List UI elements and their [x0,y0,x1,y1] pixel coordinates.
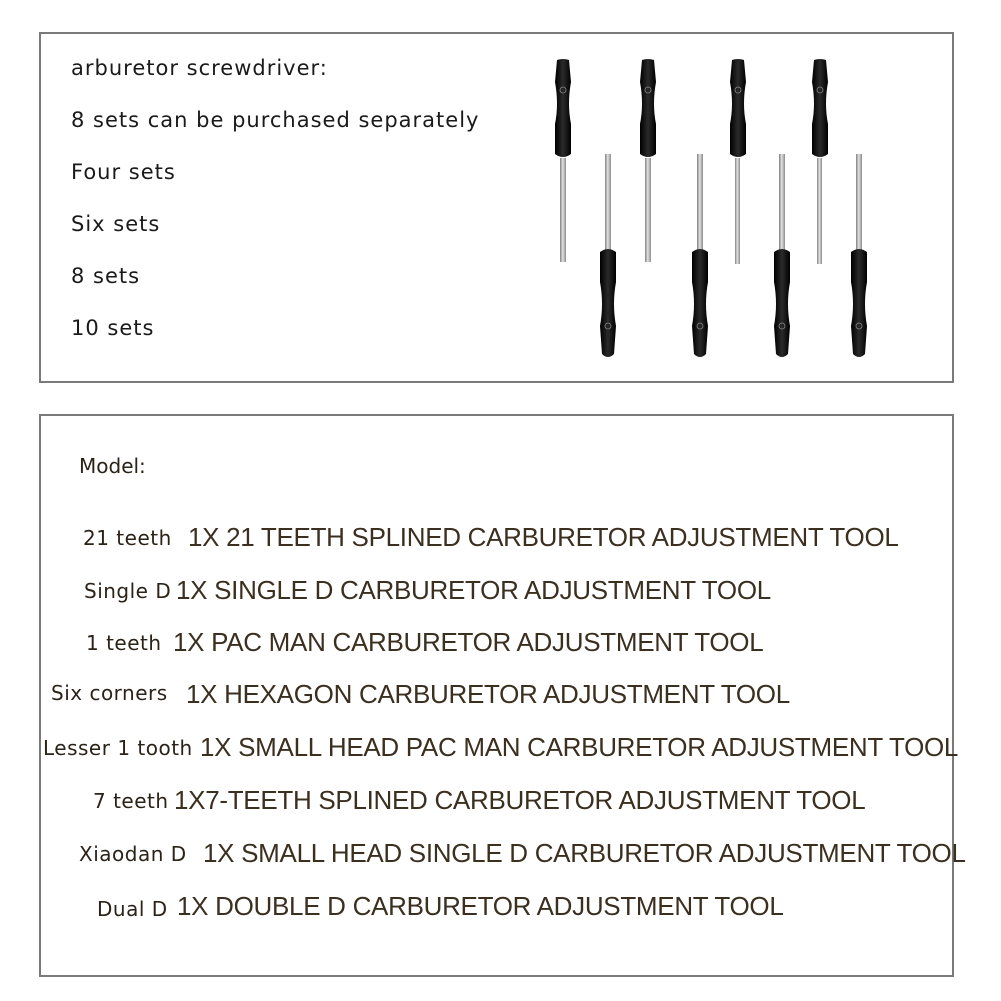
screwdriver-handle-up-4 [812,59,828,264]
model-short-name: Single D [84,579,172,603]
model-description: 1X SINGLE D CARBURETOR ADJUSTMENT TOOL [176,575,771,605]
model-row [41,575,952,609]
product-options-panel [39,32,954,383]
model-row [41,522,952,556]
model-short-name: Six corners [51,681,168,705]
screwdriver-handle-down-4 [851,154,867,357]
option-six-sets: Six sets [71,212,161,236]
option-8-separately: 8 sets can be purchased separately [71,108,480,132]
model-description: 1X7-TEETH SPLINED CARBURETOR ADJUSTMENT TOOL [174,785,866,815]
model-description: 1X 21 TEETH SPLINED CARBURETOR ADJUSTMENT TOOL [188,522,899,552]
screwdriver-handle-down-3 [774,154,790,357]
model-heading: Model: [79,454,146,478]
model-description: 1X SMALL HEAD PAC MAN CARBURETOR ADJUSTMENT TOOL [200,732,959,762]
model-list-panel [39,414,966,977]
model-short-name: 21 teeth [83,526,172,550]
screwdrivers-image [511,54,891,364]
option-8-sets: 8 sets [71,264,141,288]
model-short-name: 1 teeth [86,631,162,655]
model-row [41,785,952,819]
model-row [41,732,959,766]
model-description: 1X DOUBLE D CARBURETOR ADJUSTMENT TOOL [177,891,784,921]
option-10-sets: 10 sets [71,316,155,340]
option-four-sets: Four sets [71,160,176,184]
option-title: arburetor screwdriver: [71,56,328,80]
screwdriver-handle-up-2 [640,59,656,262]
model-row [41,891,952,927]
model-short-name: 7 teeth [93,789,169,813]
screwdriver-handle-up-3 [730,59,746,264]
model-short-name: Lesser 1 tooth [43,736,193,760]
screwdriver-handle-down-1 [600,154,616,357]
model-description: 1X PAC MAN CARBURETOR ADJUSTMENT TOOL [173,627,764,657]
model-description: 1X SMALL HEAD SINGLE D CARBURETOR ADJUSTMENT TOOL [203,838,966,868]
screwdriver-handle-up-1 [555,59,571,262]
model-row [41,681,952,711]
screwdriver-handle-down-2 [692,154,708,357]
model-description: 1X HEXAGON CARBURETOR ADJUSTMENT TOOL [186,679,790,709]
model-row [41,627,952,661]
model-row [41,838,966,872]
model-short-name: Dual D [97,897,168,921]
model-short-name: Xiaodan D [79,842,187,866]
